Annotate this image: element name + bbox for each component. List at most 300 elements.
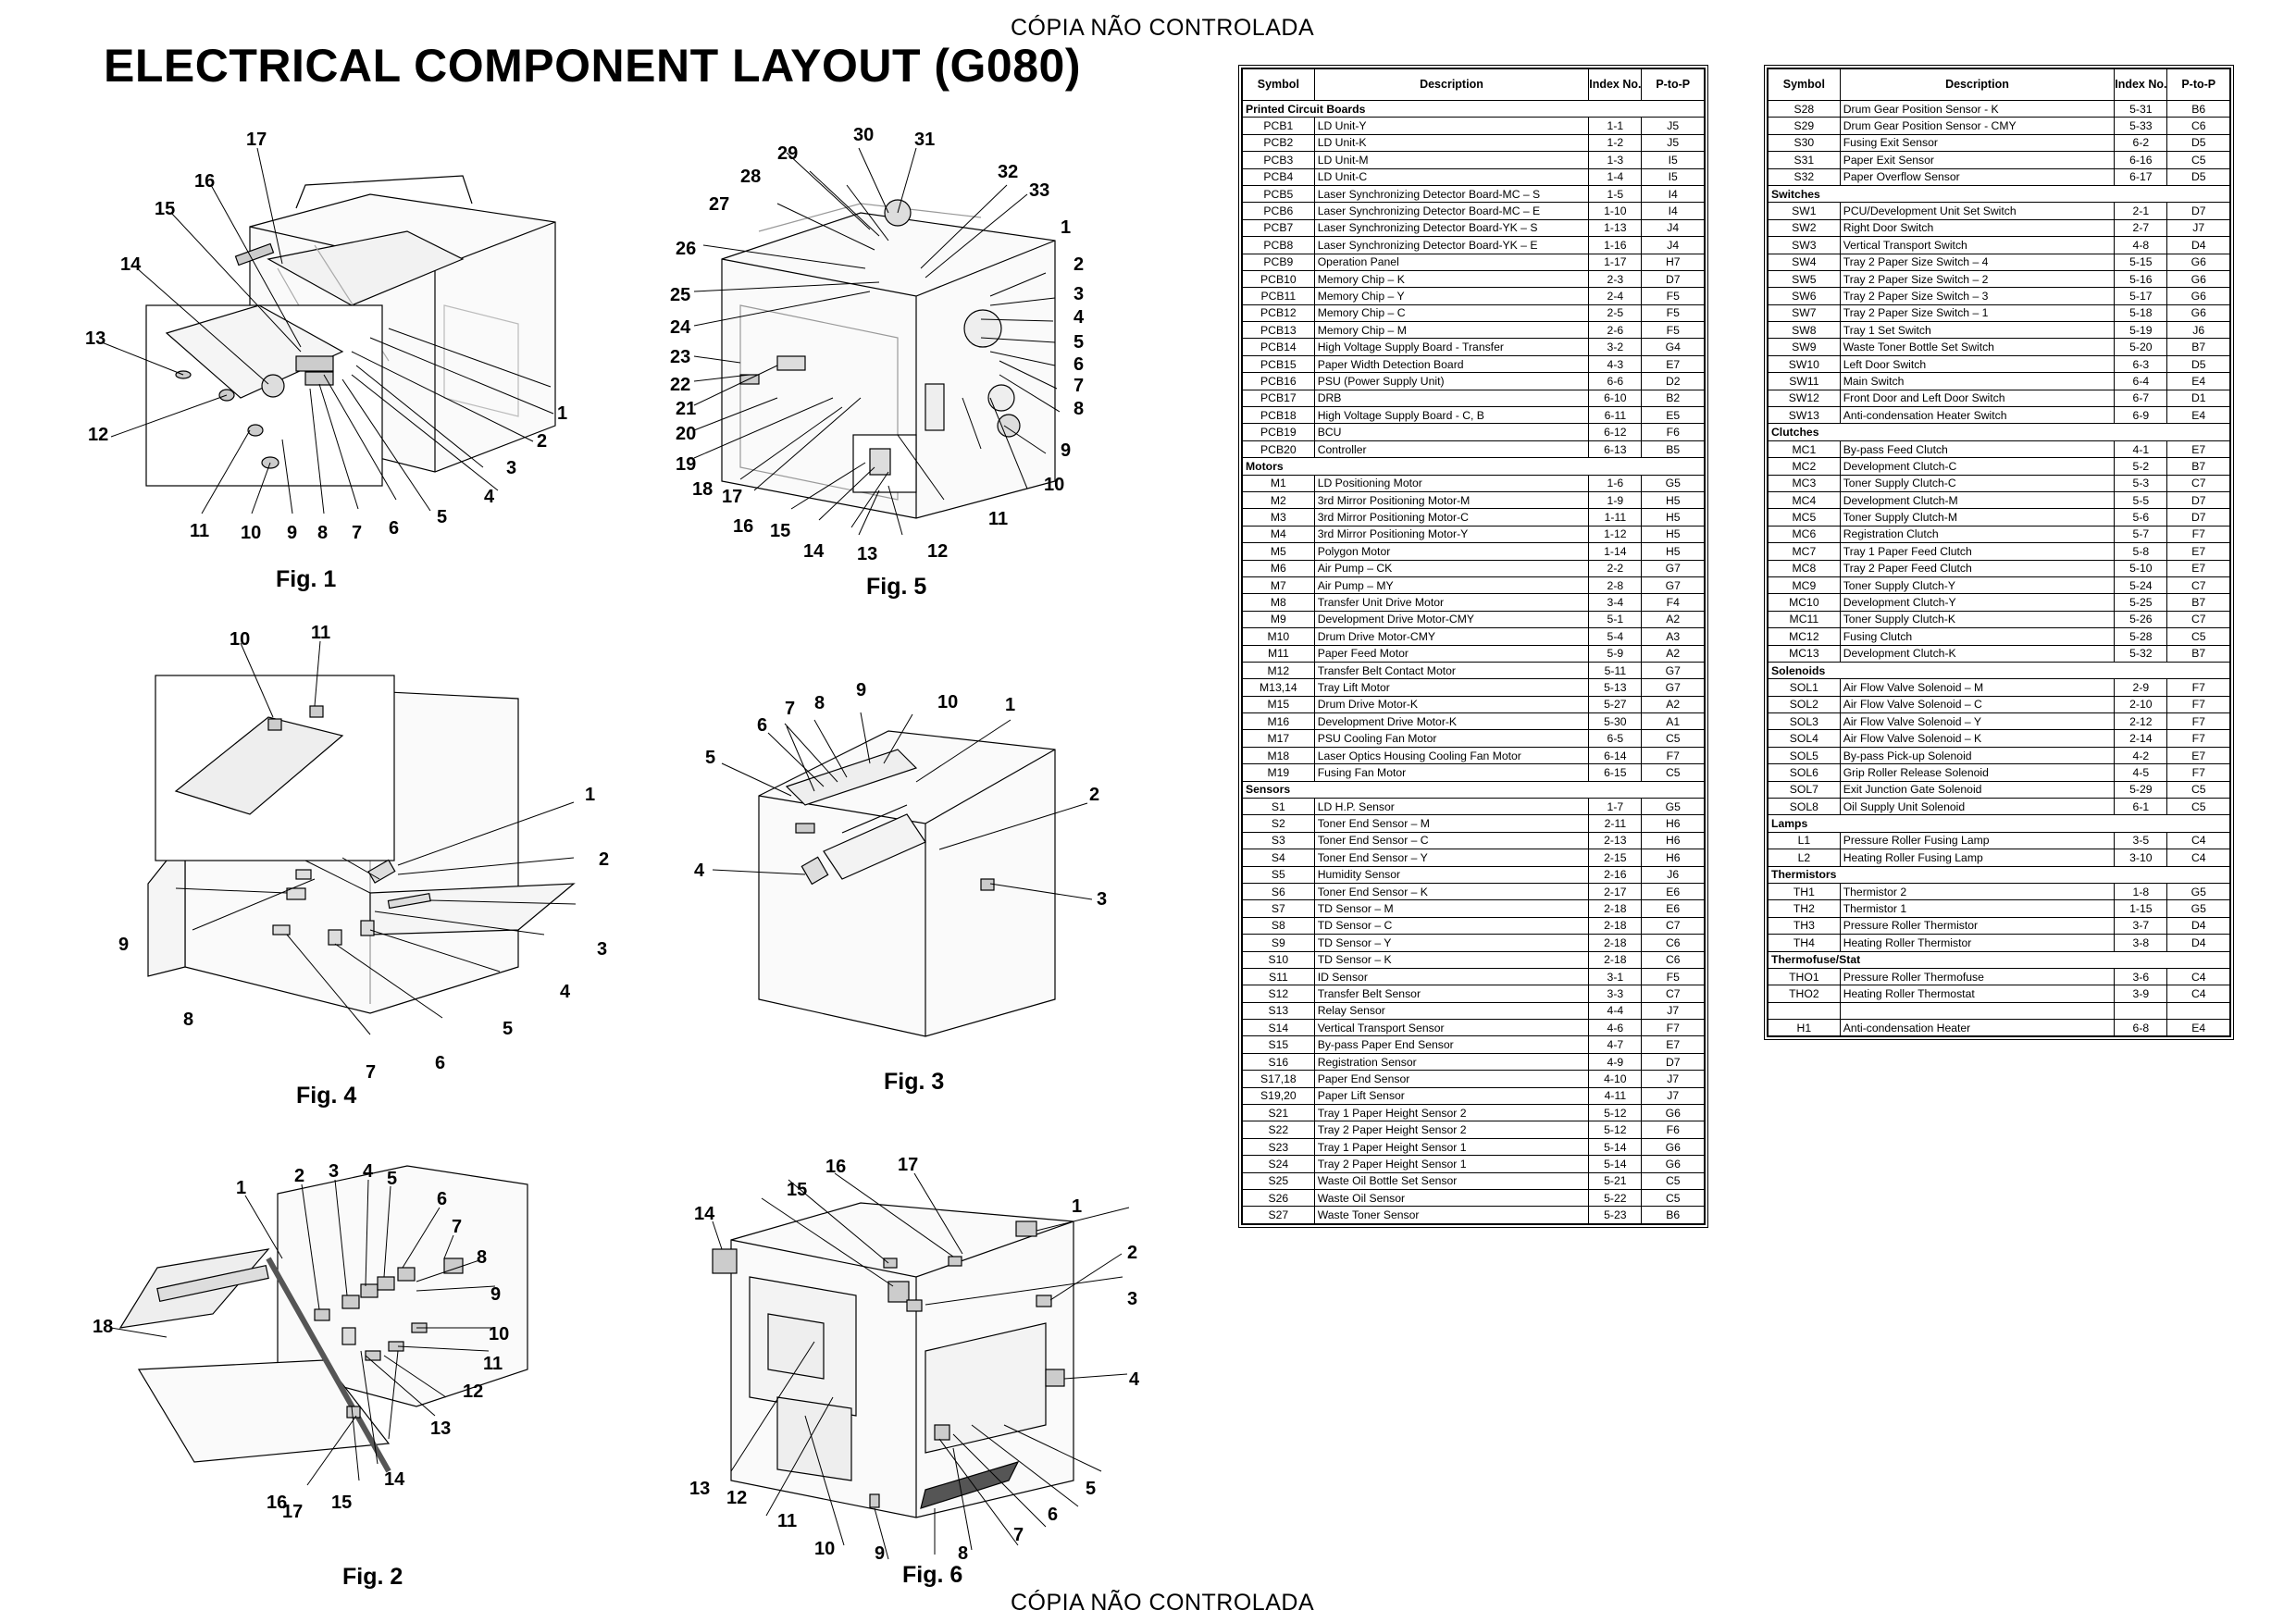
cell-symbol: MC3 [1769,475,1841,491]
cell-symbol: S11 [1243,968,1315,985]
section-title: Lamps [1769,815,2230,832]
cell-description: Tray Lift Motor [1314,679,1589,696]
fig3-callout: 10 [937,692,959,712]
section-title: Solenoids [1769,662,2230,678]
cell-symbol: S3 [1243,832,1315,849]
figure-2 [83,1129,639,1610]
cell-index: 4-7 [1589,1036,1642,1053]
cell-ptop: B7 [2167,458,2230,475]
table-row [1769,203,2230,219]
cell-description: Waste Toner Sensor [1314,1207,1589,1223]
table-section-header [1243,458,1705,475]
fig5-callout: 24 [670,317,691,338]
cell-symbol: M5 [1243,543,1315,560]
cell-description: TD Sensor – K [1314,951,1589,968]
fig3-callout: 8 [814,693,825,713]
cell-symbol: M16 [1243,713,1315,730]
cell-description: Relay Sensor [1314,1002,1589,1019]
cell-symbol: SOL4 [1769,730,1841,747]
table-row [1769,696,2230,712]
fig5-callout: 26 [676,239,697,259]
cell-ptop: F6 [1642,424,1705,440]
table-row [1243,985,1705,1002]
cell-symbol: S28 [1769,101,1841,118]
cell-ptop: G6 [2167,304,2230,321]
fig6-callout: 3 [1127,1289,1138,1309]
cell-symbol: S16 [1243,1053,1315,1070]
fig6-callout: 10 [814,1539,836,1559]
fig3-callout: 7 [785,699,796,719]
fig4-callout: 6 [435,1053,446,1073]
fig5-callout: 21 [676,399,697,419]
cell-ptop: F7 [2167,764,2230,781]
cell-symbol: S19,20 [1243,1087,1315,1104]
table-row [1243,118,1705,134]
cell-index: 1-10 [1589,203,1642,219]
cell-description: Waste Oil Bottle Set Sensor [1314,1172,1589,1189]
fig6-callout: 14 [694,1204,715,1224]
fig5-callout: 22 [670,375,691,395]
cell-symbol: S23 [1243,1138,1315,1155]
cell-index: 4-11 [1589,1087,1642,1104]
fig1-callout: 7 [352,523,363,543]
table-row [1243,866,1705,883]
table-row [1769,322,2230,339]
cell-description: PCU/Development Unit Set Switch [1840,203,2115,219]
cell-ptop: C4 [2167,849,2230,866]
fig6-callout: 12 [726,1488,748,1508]
cell-symbol: SOL2 [1769,696,1841,712]
fig6-callout: 5 [1086,1479,1097,1499]
cell-index: 6-9 [2115,407,2167,424]
table-row [1769,373,2230,390]
cell-ptop: F7 [2167,526,2230,542]
cell-ptop: D5 [2167,355,2230,372]
fig3-callout: 3 [1097,889,1108,910]
cell-index: 2-18 [1589,935,1642,951]
fig3-callout: 2 [1089,785,1100,805]
fig4-callout: 7 [366,1062,377,1083]
cell-symbol: SOL7 [1769,781,1841,798]
cell-description: Registration Sensor [1314,1053,1589,1070]
table-row [1769,237,2230,254]
cell-symbol: MC10 [1769,594,1841,611]
cell-ptop: C6 [1642,951,1705,968]
cell-description: Vertical Transport Sensor [1314,1020,1589,1036]
cell-description: Pressure Roller Fusing Lamp [1840,832,2115,849]
table-section-header [1769,424,2230,440]
figure-1-caption: Fig. 1 [276,566,337,592]
cell-ptop: F7 [2167,713,2230,730]
table-row [1243,1053,1705,1070]
table-section-header [1243,781,1705,798]
cell-description: 3rd Mirror Positioning Motor-M [1314,491,1589,508]
cell-ptop: D1 [2167,390,2230,406]
cell-symbol: S25 [1243,1172,1315,1189]
cell-description: Thermistor 1 [1840,900,2115,917]
cell-description: LD Unit-K [1314,134,1589,151]
cell-index: 5-28 [2115,628,2167,645]
cell-symbol: M19 [1243,764,1315,781]
cell-description: Air Flow Valve Solenoid – K [1840,730,2115,747]
table-row [1243,662,1705,678]
cell-index: 2-12 [2115,713,2167,730]
cell-ptop: F5 [1642,322,1705,339]
fig2-callout: 12 [463,1381,484,1402]
cell-description: Paper Lift Sensor [1314,1087,1589,1104]
cell-description: Paper Feed Motor [1314,645,1589,662]
cell-symbol: S4 [1243,849,1315,866]
cell-symbol: SW3 [1769,237,1841,254]
table-row [1243,747,1705,763]
component-table-right [1764,65,2234,1040]
fig1-callout: 3 [506,458,517,478]
table-row [1243,168,1705,185]
table-row [1243,355,1705,372]
cell-index: 2-15 [1589,849,1642,866]
table-row [1769,849,2230,866]
cell-symbol: PCB9 [1243,254,1315,270]
cell-ptop: C7 [1642,917,1705,934]
cell-index: 5-2 [2115,458,2167,475]
table-row [1243,526,1705,542]
cell-ptop: F7 [1642,747,1705,763]
col-header-description: Description [1840,69,2115,101]
cell-index: 5-22 [1589,1190,1642,1207]
table-row [1243,491,1705,508]
cell-ptop: E7 [1642,1036,1705,1053]
cell-ptop: C6 [1642,935,1705,951]
fig5-callout: 4 [1074,307,1085,328]
cell-description: TD Sensor – M [1314,900,1589,917]
cell-symbol: S26 [1243,1190,1315,1207]
cell-index: 5-13 [1589,679,1642,696]
table-row [1769,475,2230,491]
cell-description: Drum Gear Position Sensor - K [1840,101,2115,118]
component-table-left-body [1243,101,1705,1224]
cell-description: DRB [1314,390,1589,406]
table-section-header [1769,662,2230,678]
cell-symbol: PCB20 [1243,440,1315,457]
table-row [1243,1121,1705,1138]
cell-description: LD Positioning Motor [1314,475,1589,491]
fig4-callout: 11 [311,623,331,643]
fig5-callout: 5 [1074,332,1085,353]
cell-description: Humidity Sensor [1314,866,1589,883]
cell-description: Grip Roller Release Solenoid [1840,764,2115,781]
table-row [1243,645,1705,662]
cell-description: Memory Chip – C [1314,304,1589,321]
fig4-callout: 10 [230,629,251,650]
section-title: Sensors [1243,781,1705,798]
cell-index: 2-18 [1589,900,1642,917]
cell-ptop: D4 [2167,237,2230,254]
cell-ptop: A1 [1642,713,1705,730]
cell-symbol: SW12 [1769,390,1841,406]
cell-index: 6-15 [1589,764,1642,781]
cell-symbol: S5 [1243,866,1315,883]
component-table-left [1238,65,1708,1228]
cell-index: 3-3 [1589,985,1642,1002]
cell-ptop: C5 [1642,730,1705,747]
cell-symbol: SW9 [1769,339,1841,355]
cell-symbol: PCB15 [1243,355,1315,372]
cell-description: Heating Roller Fusing Lamp [1840,849,2115,866]
cell-symbol: MC1 [1769,440,1841,457]
cell-ptop: G6 [1642,1105,1705,1121]
table-row [1769,355,2230,372]
table-row [1769,491,2230,508]
cell-symbol: TH1 [1769,883,1841,899]
cell-ptop: J7 [1642,1087,1705,1104]
fig2-callout: 10 [489,1324,510,1344]
fig5-callout: 13 [857,544,878,564]
cell-index: 3-7 [2115,917,2167,934]
cell-description: Toner Supply Clutch-Y [1840,576,2115,593]
fig4-callout: 3 [597,939,608,960]
cell-index: 1-6 [1589,475,1642,491]
table-row [1243,543,1705,560]
page-title: ELECTRICAL COMPONENT LAYOUT (G080) [104,40,1081,92]
cell-index: 6-16 [2115,152,2167,168]
cell-symbol: M1 [1243,475,1315,491]
cell-ptop: A3 [1642,628,1705,645]
fig6-callout: 2 [1127,1243,1138,1263]
cell-description: Air Flow Valve Solenoid – C [1840,696,2115,712]
fig5-callout: 6 [1074,354,1085,375]
cell-index: 4-10 [1589,1071,1642,1087]
fig6-callout: 9 [875,1543,886,1564]
table-row [1243,373,1705,390]
fig1-callout: 13 [85,328,106,349]
fig5-callout: 31 [914,130,936,150]
table-row [1243,1138,1705,1155]
table-section-header [1769,185,2230,202]
cell-ptop: C5 [1642,1190,1705,1207]
fig5-callout: 12 [927,541,949,562]
cell-ptop: D7 [2167,509,2230,526]
cell-symbol: SW4 [1769,254,1841,270]
cell-index: 2-6 [1589,322,1642,339]
cell-description: By-pass Feed Clutch [1840,440,2115,457]
cell-symbol: S12 [1243,985,1315,1002]
col-header-symbol: Symbol [1769,69,1841,101]
cell-index: 5-10 [2115,560,2167,576]
cell-description: By-pass Paper End Sensor [1314,1036,1589,1053]
fig4-callout: 8 [183,1010,194,1030]
cell-description: Fusing Exit Sensor [1840,134,2115,151]
cell-index: 4-8 [2115,237,2167,254]
figure-6 [685,1120,1175,1601]
table-row [1769,832,2230,849]
table-row [1243,849,1705,866]
cell-ptop [2167,1002,2230,1019]
cell-index: 6-10 [1589,390,1642,406]
cell-description: Paper Exit Sensor [1840,152,2115,168]
cell-ptop: G6 [2167,254,2230,270]
table-row [1769,152,2230,168]
cell-ptop: I5 [1642,168,1705,185]
cell-index: 5-3 [2115,475,2167,491]
col-header-index: Index No. [2115,69,2167,101]
cell-index: 2-14 [2115,730,2167,747]
fig2-callout: 13 [430,1419,452,1439]
cell-symbol: MC7 [1769,543,1841,560]
table-row [1243,679,1705,696]
cell-description: Fusing Fan Motor [1314,764,1589,781]
cell-index: 6-7 [2115,390,2167,406]
cell-description: Drum Gear Position Sensor - CMY [1840,118,2115,134]
cell-description: Paper Overflow Sensor [1840,168,2115,185]
cell-description: Tray 1 Paper Height Sensor 2 [1314,1105,1589,1121]
cell-symbol: SOL8 [1769,799,1841,815]
figure-3-drawing [685,648,1148,1110]
cell-ptop: J6 [1642,866,1705,883]
fig3-callout: 5 [705,748,716,768]
fig2-callout: 15 [331,1493,353,1513]
cell-index: 2-16 [1589,866,1642,883]
cell-ptop: C7 [2167,611,2230,627]
cell-index: 1-2 [1589,134,1642,151]
cell-ptop: G7 [1642,576,1705,593]
cell-index: 5-15 [2115,254,2167,270]
cell-index: 5-18 [2115,304,2167,321]
cell-ptop: B7 [2167,645,2230,662]
cell-description: TD Sensor – C [1314,917,1589,934]
cell-index: 3-4 [1589,594,1642,611]
cell-description: LD Unit-C [1314,168,1589,185]
cell-symbol: SW10 [1769,355,1841,372]
cell-index: 6-5 [1589,730,1642,747]
cell-symbol: M11 [1243,645,1315,662]
cell-ptop: J6 [2167,322,2230,339]
cell-description: Memory Chip – Y [1314,288,1589,304]
cell-index: 2-13 [1589,832,1642,849]
cell-index: 3-1 [1589,968,1642,985]
cell-ptop: G7 [1642,679,1705,696]
cell-index: 5-24 [2115,576,2167,593]
table-row [1769,730,2230,747]
cell-symbol: S15 [1243,1036,1315,1053]
table-row [1243,1172,1705,1189]
cell-symbol: M3 [1243,509,1315,526]
table-row [1243,815,1705,832]
cell-index: 1-14 [1589,543,1642,560]
cell-symbol: S8 [1243,917,1315,934]
table-row [1243,1036,1705,1053]
cell-description: Laser Synchronizing Detector Board-MC – S [1314,185,1589,202]
table-row [1769,1002,2230,1019]
cell-index: 6-17 [2115,168,2167,185]
fig1-callout: 15 [155,199,176,219]
table-row [1243,883,1705,899]
cell-description: High Voltage Supply Board - Transfer [1314,339,1589,355]
fig5-callout: 10 [1044,475,1065,495]
cell-ptop: H6 [1642,849,1705,866]
table-row [1769,917,2230,934]
cell-description: Laser Synchronizing Detector Board-YK – E [1314,237,1589,254]
table-row [1769,407,2230,424]
cell-description: ID Sensor [1314,968,1589,985]
table-row [1243,799,1705,815]
cell-symbol: SW11 [1769,373,1841,390]
table-row [1243,270,1705,287]
cell-symbol: PCB6 [1243,203,1315,219]
fig6-callout: 8 [958,1543,969,1564]
cell-ptop: C7 [2167,576,2230,593]
table-row [1769,440,2230,457]
cell-ptop: B7 [2167,339,2230,355]
fig4-callout: 9 [118,935,130,955]
cell-description: Development Clutch-M [1840,491,2115,508]
cell-description: Memory Chip – M [1314,322,1589,339]
cell-ptop: I4 [1642,203,1705,219]
cell-symbol: MC4 [1769,491,1841,508]
fig6-callout: 16 [825,1157,847,1177]
cell-index: 1-1 [1589,118,1642,134]
fig1-callout: 14 [120,254,142,275]
table-row [1243,134,1705,151]
cell-symbol: MC5 [1769,509,1841,526]
cell-description: Development Clutch-K [1840,645,2115,662]
table-row [1769,883,2230,899]
table-row [1243,424,1705,440]
cell-ptop: E4 [2167,1020,2230,1036]
fig2-callout: 8 [477,1247,488,1268]
cell-ptop: J5 [1642,118,1705,134]
section-title: Thermofuse/Stat [1769,951,2230,968]
table-row [1769,985,2230,1002]
fig5-callout: 9 [1061,440,1072,461]
table-row [1243,475,1705,491]
table-section-header [1769,951,2230,968]
section-title: Clutches [1769,424,2230,440]
cell-index: 6-2 [2115,134,2167,151]
cell-index: 2-18 [1589,951,1642,968]
cell-description: PSU (Power Supply Unit) [1314,373,1589,390]
table-row [1243,917,1705,934]
cell-index: 5-12 [1589,1105,1642,1121]
cell-symbol: M18 [1243,747,1315,763]
cell-ptop: D5 [2167,134,2230,151]
fig1-callout: 16 [194,171,216,192]
fig2-callout: 2 [294,1166,305,1186]
cell-index: 1-5 [1589,185,1642,202]
cell-index: 5-25 [2115,594,2167,611]
cell-description: Toner Supply Clutch-C [1840,475,2115,491]
cell-ptop: D2 [1642,373,1705,390]
section-title: Printed Circuit Boards [1243,101,1705,118]
table-row [1243,219,1705,236]
cell-description: Toner Supply Clutch-M [1840,509,2115,526]
cell-symbol: PCB19 [1243,424,1315,440]
table-row [1243,713,1705,730]
fig2-callout: 18 [93,1317,114,1337]
fig5-callout: 27 [709,194,730,215]
cell-symbol: PCB5 [1243,185,1315,202]
cell-description: Tray 2 Paper Feed Clutch [1840,560,2115,576]
table-row [1769,764,2230,781]
fig2-callout: 9 [490,1284,502,1305]
component-table-right-grid [1768,68,2230,1036]
cell-symbol: PCB17 [1243,390,1315,406]
table-row [1243,407,1705,424]
table-row [1769,900,2230,917]
table-row [1769,781,2230,798]
cell-index: 2-18 [1589,917,1642,934]
cell-ptop: E5 [1642,407,1705,424]
fig4-callout: 1 [585,785,596,805]
